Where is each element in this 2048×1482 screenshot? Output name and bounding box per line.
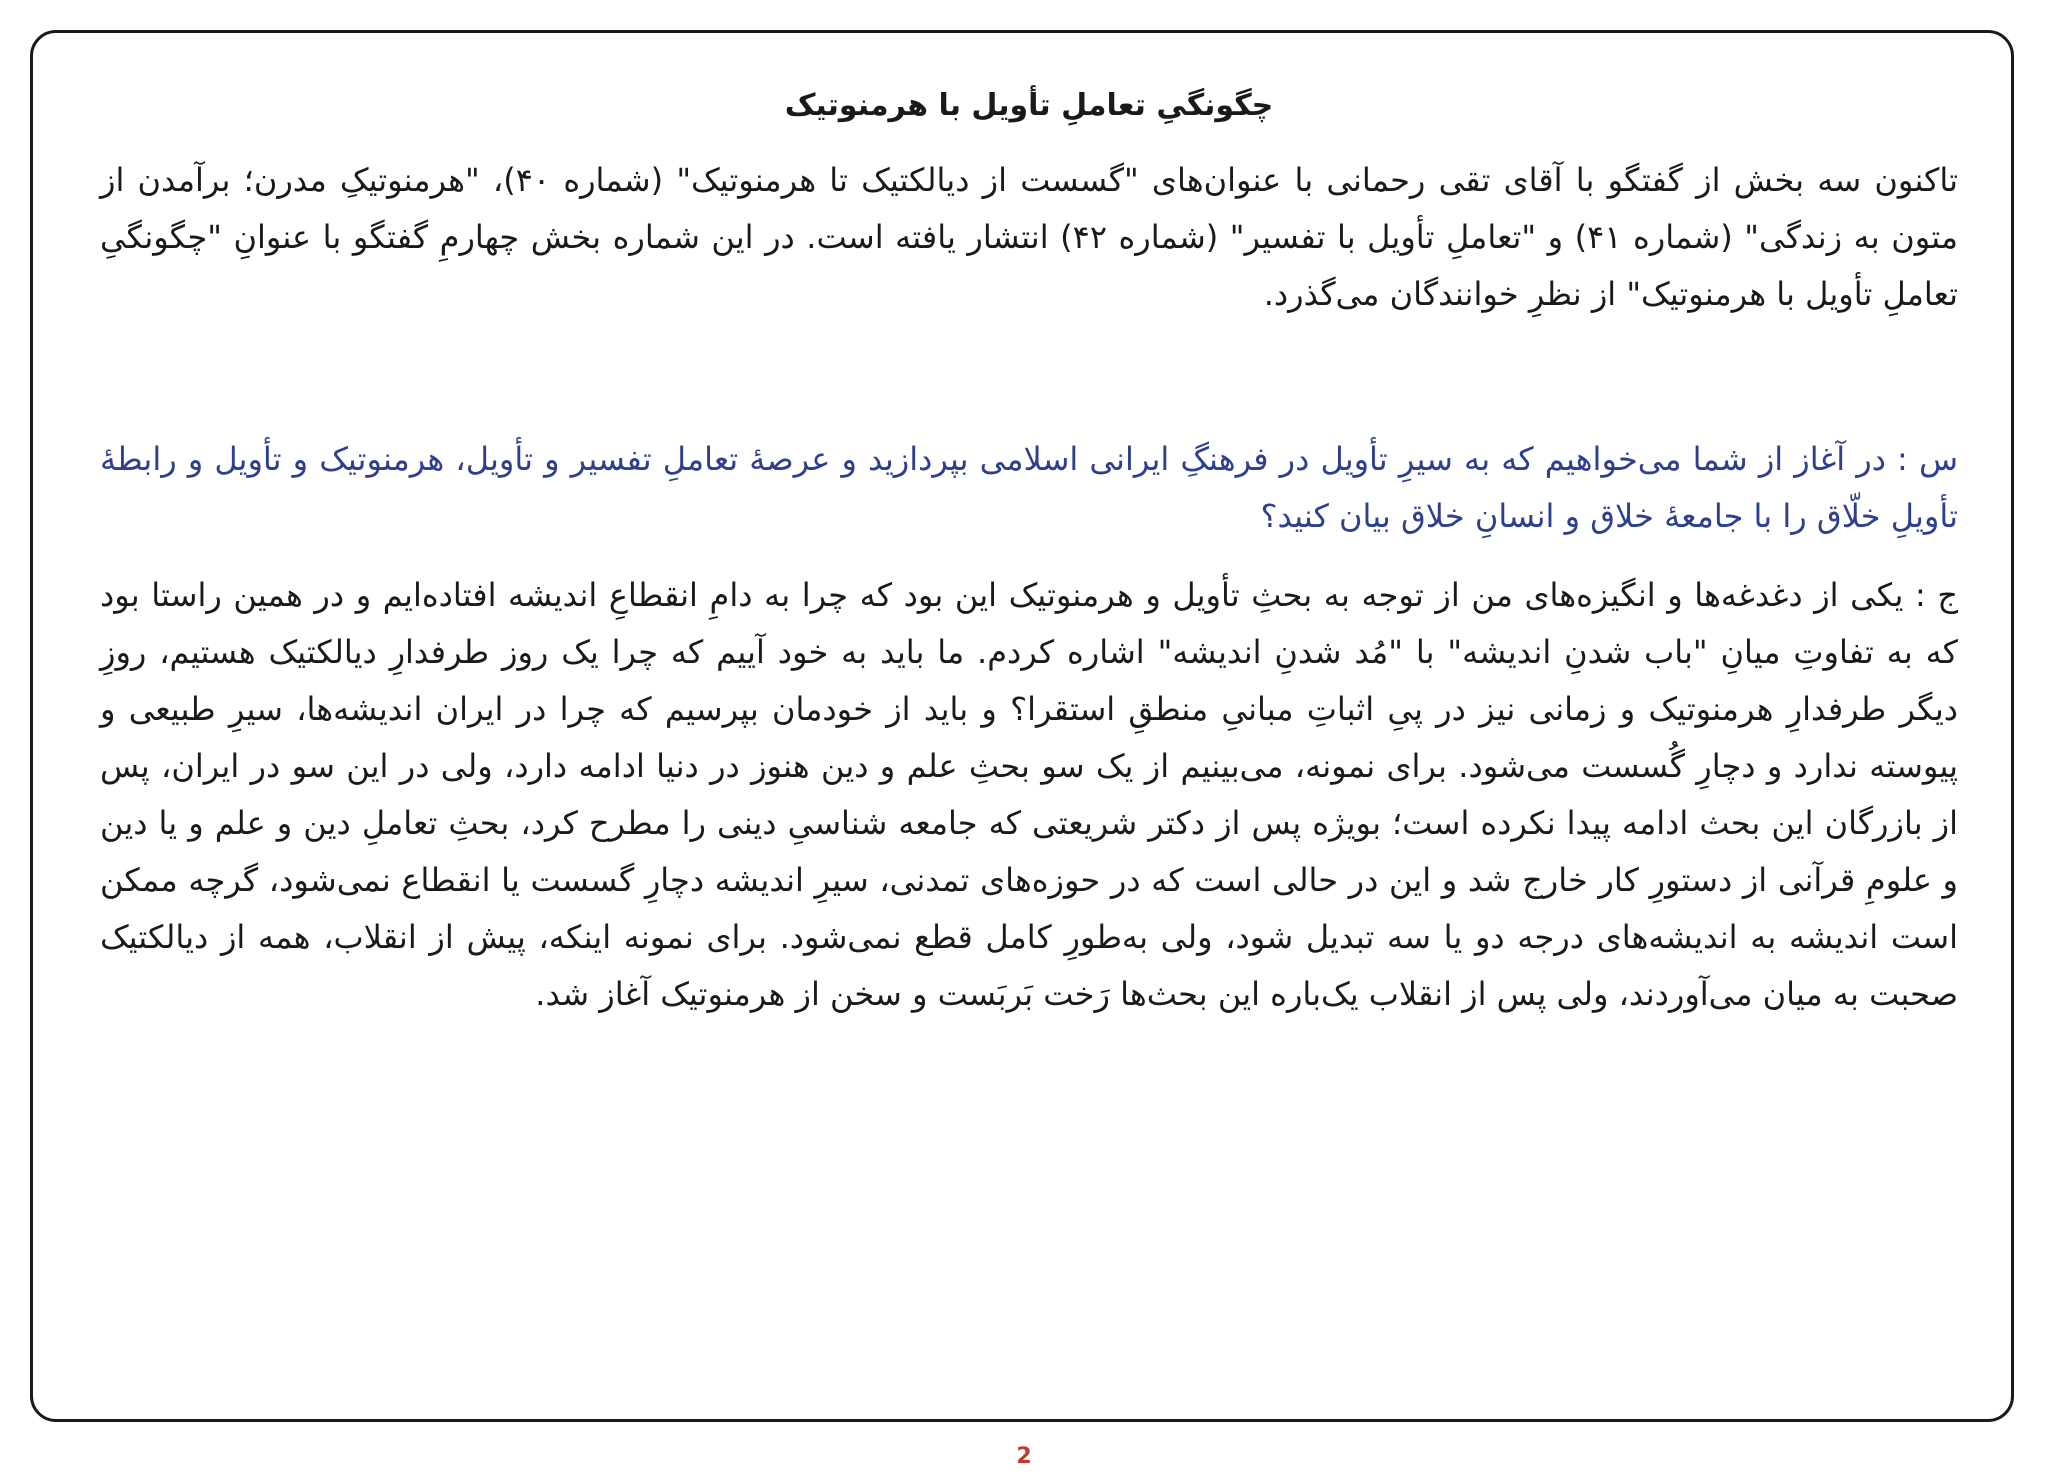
article-title: چگونگیِ تعاملِ تأویل با هرمنوتیک xyxy=(784,88,1274,123)
intro-paragraph: تاکنون سه بخش از گفتگو با آقای تقی رحمانی با عنوان‌های "گسست از دیالکتیک تا هرمنوتیک" (شماره ۴۰)، "هرمنوتیکِ مدرن؛ برآمدن از متون به زندگی" (شماره ۴۱) و "تعاملِ تأویل با تفسیر" (شماره ۴۲) انتشار یافته است. در این شماره بخش چهارمِ گفتگو با عنوانِ "چگونگیِ تعاملِ تأویل با هرمنوتیک" از نظرِ خوانندگان می‌گذرد. xyxy=(100,161,1959,313)
question-paragraph: س : در آغاز از شما می‌خواهیم که به سیرِ تأویل در فرهنگِ ایرانی اسلامی بپردازید و عرصهٔ تعاملِ تفسیر و تأویل، هرمنوتیک و تأویل و رابطهٔ تأویلِ خلّاق را با جامعهٔ خلاق و انسانِ خلاق بیان کنید؟ xyxy=(100,440,1958,535)
answer-paragraph: ج : یکی از دغدغه‌ها و انگیزه‌های من از توجه به بحثِ تأویل و هرمنوتیک این بود که چرا به دامِ انقطاعِ اندیشه افتاده‌ایم و در همین راستا بود که به تفاوتِ میانِ "باب شدنِ اندیشه" با "مُد شدنِ اندیشه" اشاره کردم. ما باید به خود آییم که چرا یک روز طرفدارِ دیالکتیک هستیم، روزِ دیگر طرفدارِ هرمنوتیک و زمانی نیز در پیِ اثباتِ مبانیِ منطقِ استقرا؟ و باید از خودمان بپرسیم که چرا در ایران اندیشه‌ها، سیرِ طبیعی و پیوسته ندارد و دچارِ گُسست می‌شود. برای نمونه، می‌بینیم از یک سو بحثِ علم و دین هنوز در دنیا ادامه دارد، ولی در این سو در ایران، پس از بازرگان این بحث ادامه پیدا نکرده است؛ بویژه پس از دکتر شریعتی که جامعه شناسیِ دینی را مطرح کرد، بحثِ تعاملِ دین و علم و یا دین و علومِ قرآنی از دستورِ کار خارج شد و این در حالی است که در حوزه‌های تمدنی، سیرِ اندیشه دچارِ گسست یا انقطاع نمی‌شود، گرچه ممکن است اندیشه به اندیشه‌های درجه دو یا سه تبدیل شود، ولی به‌طورِ کامل قطع نمی‌شود. برای نمونه اینکه، پیش از انقلاب، همه از دیالکتیک صحبت به میان می‌آوردند، ولی پس از انقلاب یک‌باره این بحث‌ها رَخت بَربَست و سخن از هرمنوتیک آغاز شد. xyxy=(100,576,1958,1013)
article-body xyxy=(100,84,1958,1023)
page-number: 2 xyxy=(1016,1444,1032,1469)
